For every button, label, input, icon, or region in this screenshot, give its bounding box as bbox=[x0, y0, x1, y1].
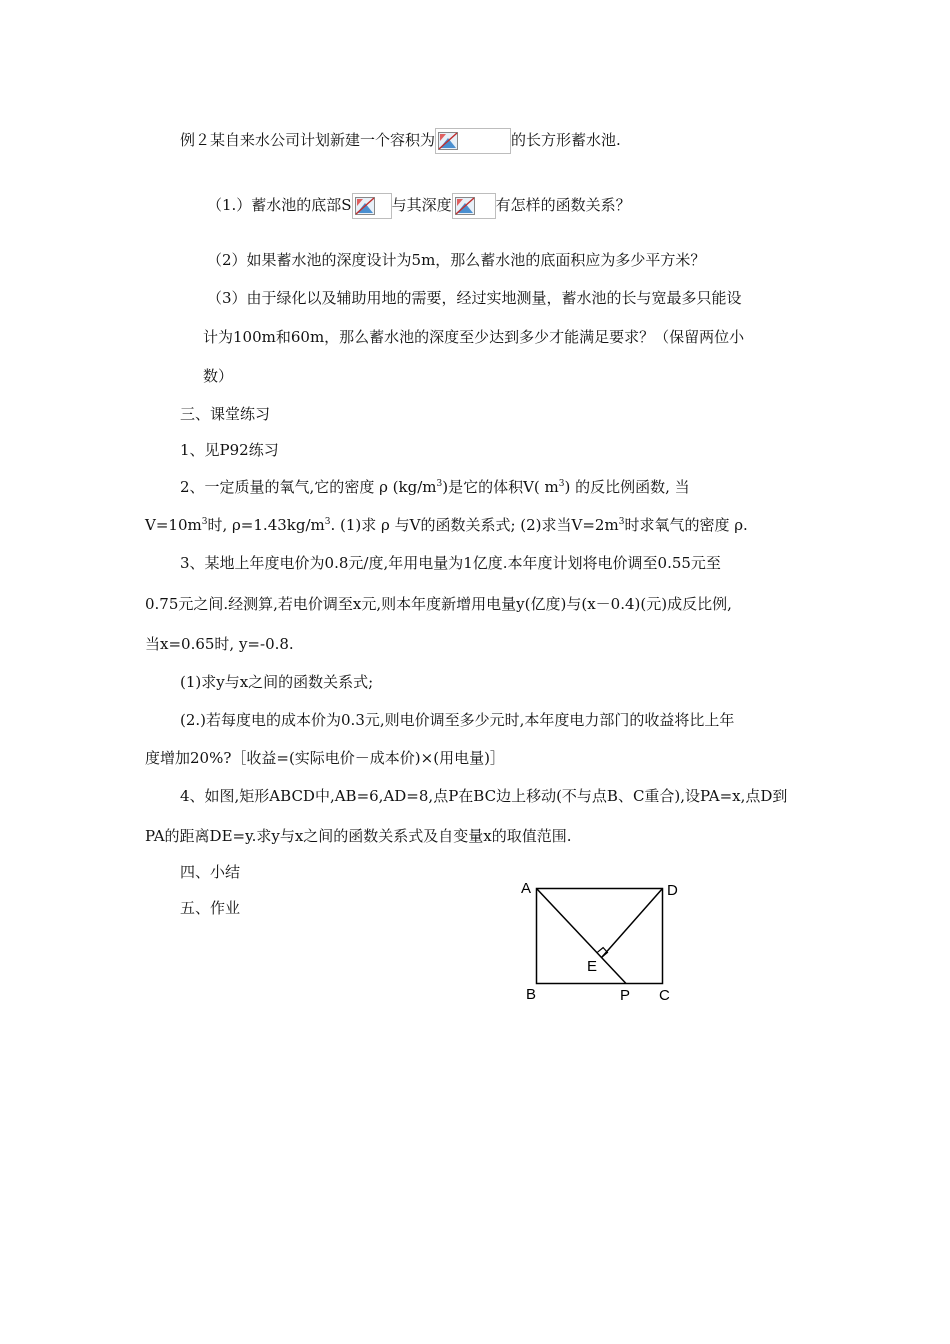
ex2-q2: （2）如果蓄水池的深度设计为5m，那么蓄水池的底面积应为多少平方米？ bbox=[207, 251, 706, 269]
item2-f: . (1)求 ρ 与V的函数关系式; (2)求当V=2m bbox=[330, 516, 619, 534]
ex2-intro-before: 例２某自来水公司计划新建一个容积为 bbox=[180, 131, 436, 149]
label-c: C bbox=[659, 987, 670, 1004]
ex2-q3-line3: 数） bbox=[203, 367, 234, 385]
section3-item4-line2: PA的距离DE=y.求y与x之间的函数关系式及自变量x的取值范围. bbox=[145, 827, 572, 845]
item2-d: V=10m bbox=[145, 516, 202, 534]
section3-item3-line3: 当x=0.65时, y=-0.8. bbox=[145, 635, 294, 653]
ex2-intro-after: 的长方形蓄水池. bbox=[511, 131, 621, 149]
label-b: B bbox=[526, 986, 537, 1003]
section5-heading: 五、作业 bbox=[180, 899, 241, 917]
label-a: A bbox=[521, 880, 532, 897]
ex2-q1-before: （1.）蓄水池的底部S bbox=[207, 196, 352, 214]
section3-item3-line1: 3、某地上年度电价为0.8元/度,年用电量为1亿度.本年度计划将电价调至0.55元至 bbox=[180, 554, 721, 572]
section3-item2-line1 bbox=[180, 477, 690, 497]
ex2-q3-line1: （3）由于绿化以及辅助用地的需要，经过实地测量，蓄水池的长与宽最多只能设 bbox=[207, 289, 742, 307]
section3-item3-sub2-line2: 度增加20%?［收益=(实际电价－成本价)×(用电量)］ bbox=[145, 749, 505, 767]
ex2-q1-mid: 与其深度 bbox=[391, 196, 452, 214]
item2-c: ) 的反比例函数, 当 bbox=[564, 478, 690, 496]
section3-item4-line1: 4、如图,矩形ABCD中,AB=6,AD=8,点P在BC边上移动(不与点B、C重合),设PA=x,点D到 bbox=[180, 787, 788, 805]
section3-heading: 三、课堂练习 bbox=[180, 405, 271, 423]
superscript: 3 bbox=[436, 479, 443, 489]
section3-item2-line2 bbox=[145, 515, 748, 535]
rectangle-abcd bbox=[537, 889, 663, 984]
section3-item1: 1、见P92练习 bbox=[180, 441, 279, 459]
segment-de bbox=[602, 889, 663, 958]
segment-ap bbox=[537, 889, 627, 984]
item2-b: )是它的体积V( m bbox=[442, 478, 559, 496]
superscript: 3 bbox=[618, 517, 625, 527]
superscript: 3 bbox=[558, 479, 565, 489]
superscript: 3 bbox=[324, 517, 331, 527]
label-p: P bbox=[620, 987, 631, 1004]
item2-e: 时, ρ=1.43kg/m bbox=[207, 516, 325, 534]
section3-item3-line2: 0.75元之间.经测算,若电价调至x元,则本年度新增用电量y(亿度)与(x－0.4)(元)成反比例, bbox=[145, 595, 732, 613]
label-d: D bbox=[667, 882, 678, 899]
item2-a: 2、一定质量的氧气,它的密度 ρ (kg/m bbox=[180, 478, 437, 496]
ex2-q1 bbox=[207, 193, 631, 219]
broken-image-icon bbox=[435, 128, 511, 154]
item2-g: 时求氧气的密度 ρ. bbox=[624, 516, 748, 534]
ex2-intro bbox=[180, 128, 621, 154]
broken-image-icon bbox=[352, 193, 392, 219]
section3-item3-sub1: (1)求y与x之间的函数关系式; bbox=[180, 673, 374, 691]
superscript: 3 bbox=[201, 517, 208, 527]
broken-image-icon bbox=[452, 193, 496, 219]
rectangle-figure bbox=[515, 875, 690, 1010]
section4-heading: 四、小结 bbox=[180, 863, 241, 881]
ex2-q1-after: 有怎样的函数关系？ bbox=[495, 196, 631, 214]
ex2-q3-line2: 计为100m和60m，那么蓄水池的深度至少达到多少才能满足要求？（保留两位小 bbox=[203, 328, 745, 346]
label-e: E bbox=[587, 958, 598, 975]
section3-item3-sub2-line1: (2.)若每度电的成本价为0.3元,则电价调至多少元时,本年度电力部门的收益将比上年 bbox=[180, 711, 735, 729]
